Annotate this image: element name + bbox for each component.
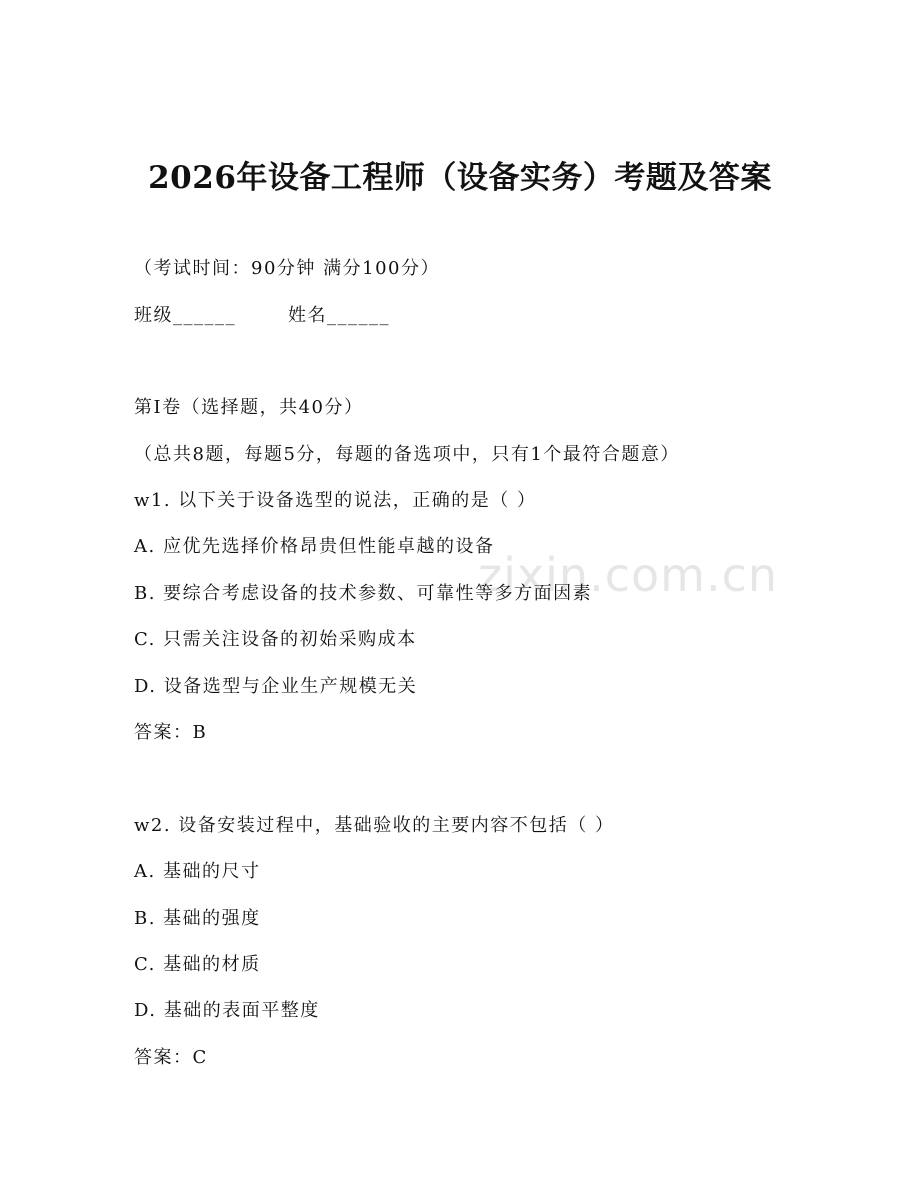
name-field-label: 姓名______ [288,305,390,326]
question-2-answer: 答案：C [134,1047,208,1068]
question-1-option-c: C. 只需关注设备的初始采购成本 [134,629,417,650]
question-2-option-d: D. 基础的表面平整度 [134,1000,320,1021]
question-1-text: w1. 以下关于设备选型的说法，正确的是（ ） [134,490,537,511]
document-title: 2026年设备工程师（设备实务）考题及答案 [148,160,772,196]
section-note: （总共8题，每题5分，每题的备选项中，只有1个最符合题意） [134,444,680,465]
question-2-option-a: A. 基础的尺寸 [134,861,261,882]
exam-info: （考试时间：90分钟 满分100分） [134,258,440,279]
student-fields [134,301,390,327]
question-2-option-c: C. 基础的材质 [134,954,261,975]
question-1-answer: 答案：B [134,722,208,743]
question-2-text: w2. 设备安装过程中，基础验收的主要内容不包括（ ） [134,815,615,836]
question-1-option-a: A. 应优先选择价格昂贵但性能卓越的设备 [134,536,495,557]
section-title: 第I卷（选择题，共40分） [134,397,364,418]
question-1-option-b: B. 要综合考虑设备的技术参数、可靠性等多方面因素 [134,583,593,604]
question-1-option-d: D. 设备选型与企业生产规模无关 [134,676,418,697]
watermark: zixin.com.cn [478,548,779,602]
class-field-label: 班级______ [134,305,236,326]
question-2-option-b: B. 基础的强度 [134,908,261,929]
